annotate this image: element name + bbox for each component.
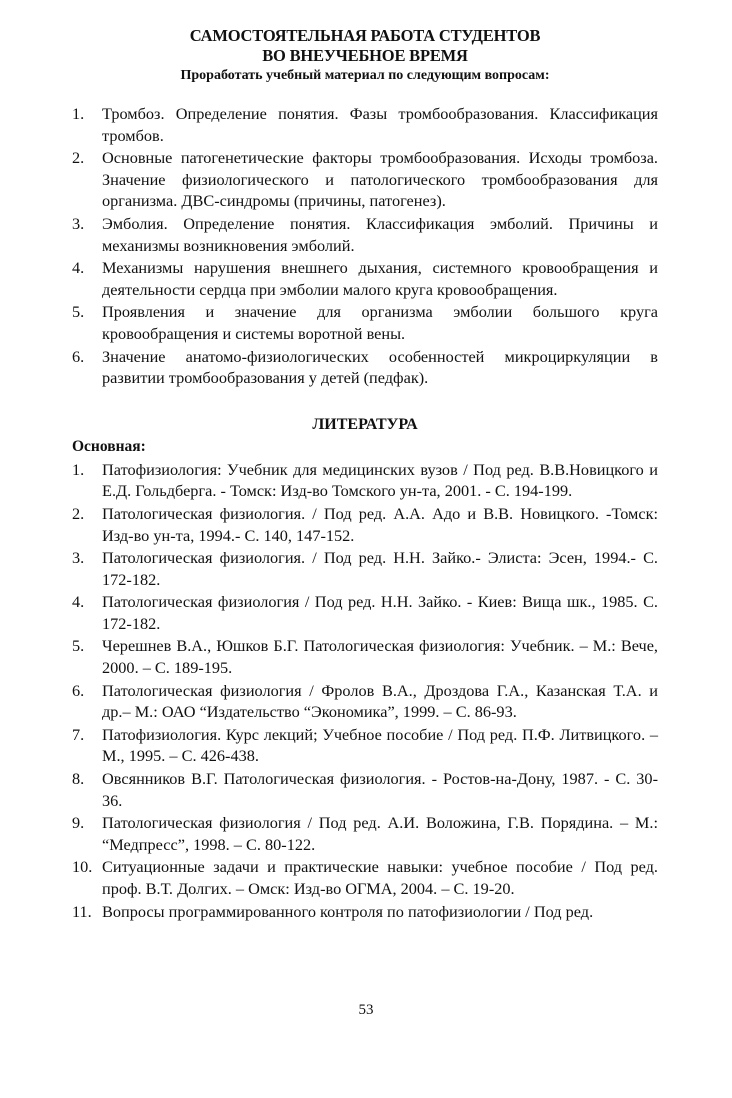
literature-text: Патологическая физиология / Под ред. Н.Н. Зайко. - Киев: Вища шк., 1985. С. 172-182. <box>102 592 658 633</box>
literature-text: Патологическая физиология. / Под ред. Н.Н. Зайко.- Элиста: Эсен, 1994.- С. 172-182. <box>102 548 658 589</box>
literature-text: Патофизиология: Учебник для медицинских вузов / Под ред. В.В.Новицкого и Е.Д. Гольдберга. - Томск: Изд-во Томского ун-та, 2001. - С. 194-199. <box>102 459 658 501</box>
literature-number: 1. <box>72 459 85 479</box>
literature-item <box>72 724 658 767</box>
literature-item <box>72 856 658 899</box>
literature-number: 9. <box>72 813 85 833</box>
literature-number: 10. <box>72 857 93 877</box>
literature-text: Черешнев В.А., Юшков Б.Г. Патологическая физиология: Учебник. – М.: Вече, 2000. – С. 189-195. <box>102 636 658 678</box>
question-number: 1. <box>72 104 85 123</box>
question-text: Механизмы нарушения внешнего дыхания, системного кровообращения и деятельности сердца при эмболии малого круга кровообращения. <box>102 258 658 299</box>
page-subtitle: Проработать учебный материал по следующим вопросам: <box>180 68 550 83</box>
questions-list <box>72 103 658 389</box>
document-page <box>72 26 658 923</box>
question-text: Основные патогенетические факторы тромбообразования. Исходы тромбоза. Значение физиологического и патологического тромбообразования для организма. ДВС-синдромы (причины, патогенез). <box>102 148 658 211</box>
literature-text: Ситуационные задачи и практические навыки: учебное пособие / Под ред. проф. В.Т. Долгих. – Омск: Изд-во ОГМА, 2004. – С. 19-20. <box>102 857 658 898</box>
literature-number: 11. <box>72 901 92 921</box>
literature-item <box>72 768 658 811</box>
literature-heading: ЛИТЕРАТУРА <box>312 415 418 433</box>
literature-number: 4. <box>72 592 85 612</box>
literature-item <box>72 503 658 546</box>
literature-text: Патологическая физиология. / Под ред. А.А. Адо и В.В. Новицкого. -Томск: Изд-во ун-та, 1994.- С. 140, 147-152. <box>102 503 658 545</box>
literature-item <box>72 547 658 590</box>
question-number: 4. <box>72 258 85 278</box>
page-title-line-1: САМОСТОЯТЕЛЬНАЯ РАБОТА СТУДЕНТОВ <box>189 26 541 45</box>
literature-item <box>72 591 658 634</box>
question-text: Эмболия. Определение понятия. Классификация эмболий. Причины и механизмы возникновения эмболий. <box>102 213 658 255</box>
literature-number: 8. <box>72 769 85 789</box>
literature-item <box>72 680 658 723</box>
question-item <box>72 301 658 344</box>
literature-item <box>72 459 658 502</box>
literature-number: 3. <box>72 548 85 568</box>
question-item <box>72 213 658 256</box>
question-text: Значение анатомо-физиологических особенностей микроциркуляции в развитии тромбообразования у детей (педфак). <box>102 346 658 388</box>
page-title-line-2: ВО ВНЕУЧЕБНОЕ ВРЕМЯ <box>262 46 468 65</box>
literature-text: Вопросы программированного контроля по патофизиологии / Под ред. <box>102 901 594 921</box>
literature-text: Овсянников В.Г. Патологическая физиология. - Ростов-на-Дону, 1987. - С. 30-36. <box>102 769 658 810</box>
literature-number: 2. <box>72 503 85 523</box>
literature-list <box>72 459 658 922</box>
basic-literature-label: Основная: <box>72 437 146 455</box>
question-item <box>72 346 658 389</box>
page-number: 53 <box>358 1002 374 1018</box>
literature-item <box>72 812 658 855</box>
literature-number: 5. <box>72 636 85 656</box>
literature-item <box>72 635 658 678</box>
question-text: Тромбоз. Определение понятия. Фазы тромбообразования. Классификация тромбов. <box>102 104 658 145</box>
question-number: 2. <box>72 148 85 168</box>
literature-text: Патологическая физиология / Под ред. А.И. Воложина, Г.В. Порядина. – М.: “Медпресс”, 1998. – С. 80-122. <box>102 813 658 854</box>
question-number: 5. <box>72 302 85 322</box>
question-number: 3. <box>72 213 85 233</box>
question-text: Проявления и значение для организма эмболии большого круга кровообращения и системы воротной вены. <box>102 302 658 343</box>
literature-text: Патологическая физиология / Фролов В.А., Дроздова Г.А., Казанская Т.А. и др.– М.: ОАО “Издательство “Экономика”, 1999. – С. 86-93. <box>102 680 658 722</box>
question-number: 6. <box>72 346 85 366</box>
question-item <box>72 257 658 300</box>
literature-text: Патофизиология. Курс лекций; Учебное пособие / Под ред. П.Ф. Литвицкого. – М., 1995. – С. 426-438. <box>102 724 658 766</box>
literature-item <box>72 901 658 923</box>
literature-number: 6. <box>72 680 85 700</box>
question-item <box>72 147 658 212</box>
question-item <box>72 103 658 146</box>
literature-number: 7. <box>72 724 85 744</box>
